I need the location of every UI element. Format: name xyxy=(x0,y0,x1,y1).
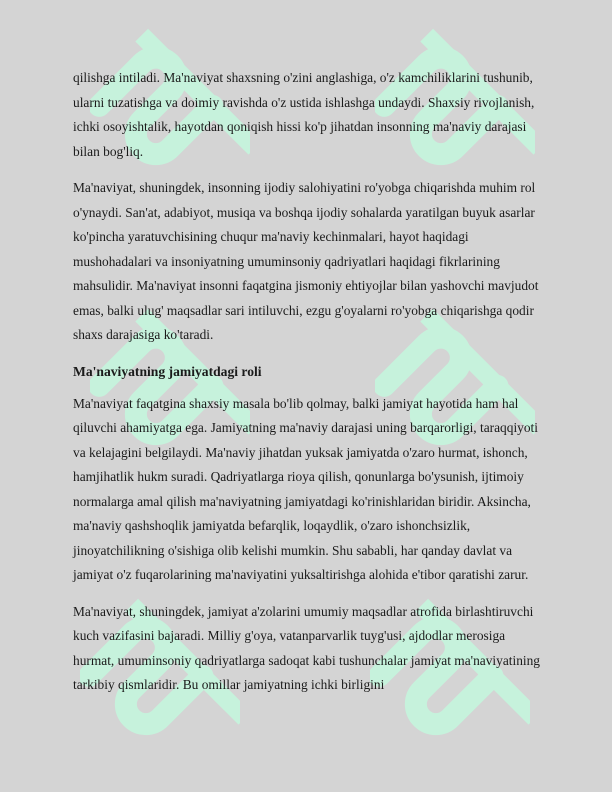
paragraph: Ma'naviyat faqatgina shaxsiy masala bo'lib qolmay, balki jamiyat hayotida ham hal qiluvchi ahamiyatga ega. Jamiyatning ma'naviy darajasi uning barqarorligi, taraqqiyoti va kelajagini belgilaydi. Ma'naviy jihatdan yuksak jamiyatda o'zaro hurmat, ishonch, hamjihatlik hukm suradi. Qadriyatlarga rioya qilish, qonunlarga bo'ysunish, ijtimoiy normalarga amal qilish ma'naviyatning jamiyatdagi ko'rinishlaridan biridir. Aksincha, ma'naviy qashshoqlik jamiyatda befarqlik, loqaydlik, o'zaro ishonchsizlik, jinoyatchilikning o'sishiga olib kelishi mumkin. Shu sababli, har qanday davlat va jamiyat o'z fuqarolarining ma'naviyatini yuksaltirishga alohida e'tibor qaratishi zarur. xyxy=(73,395,538,582)
section-heading: Ma'naviyatning jamiyatdagi roli xyxy=(73,363,262,379)
paragraph: Ma'naviyat, shuningdek, insonning ijodiy salohiyatini ro'yobga chiqarishda muhim rol o'ynaydi. San'at, adabiyot, musiqa va boshqa ijodiy sohalarda yaratilgan buyuk asarlar ko'pincha yaratuvchisining chuqur ma'naviy kechinmalari, hayot haqidagi mushohadalari va insoniyatning umuminsoniy qadriyatlari haqidagi fikrlarining mahsulidir. Ma'naviyat insonni faqatgina jismoniy ehtiyojlar bilan yashovchi mavjudot emas, balki ulug' maqsadlar sari intiluvchi, ezgu g'oyalarni ro'yobga chiqarishga qodir shaxs darajasiga ko'taradi. xyxy=(73,180,539,342)
paragraph: Ma'naviyat, shuningdek, jamiyat a'zolarini umumiy maqsadlar atrofida birlashtiruvchi kuch vazifasini bajaradi. Milliy g'oya, vatanparvarlik tuyg'usi, ajdodlar merosiga hurmat, umuminsoniy qadriyatlarga sadoqat kabi tushunchalar jamiyat ma'naviyatining tarkibiy qismlaridir. Bu omillar jamiyatning ichki birligini xyxy=(73,603,541,692)
document-body xyxy=(73,66,543,710)
paragraph: qilishga intiladi. Ma'naviyat shaxsning o'zini anglashiga, o'z kamchiliklarini tushunib, ularni tuzatishga va doimiy ravishda o'z ustida ishlashga undaydi. Shaxsiy rivojlanish, ichki osoyishtalik, hayotdan qoniqish hissi ko'p jihatdan insonning ma'naviy darajasi bilan bog'liq. xyxy=(73,70,535,159)
